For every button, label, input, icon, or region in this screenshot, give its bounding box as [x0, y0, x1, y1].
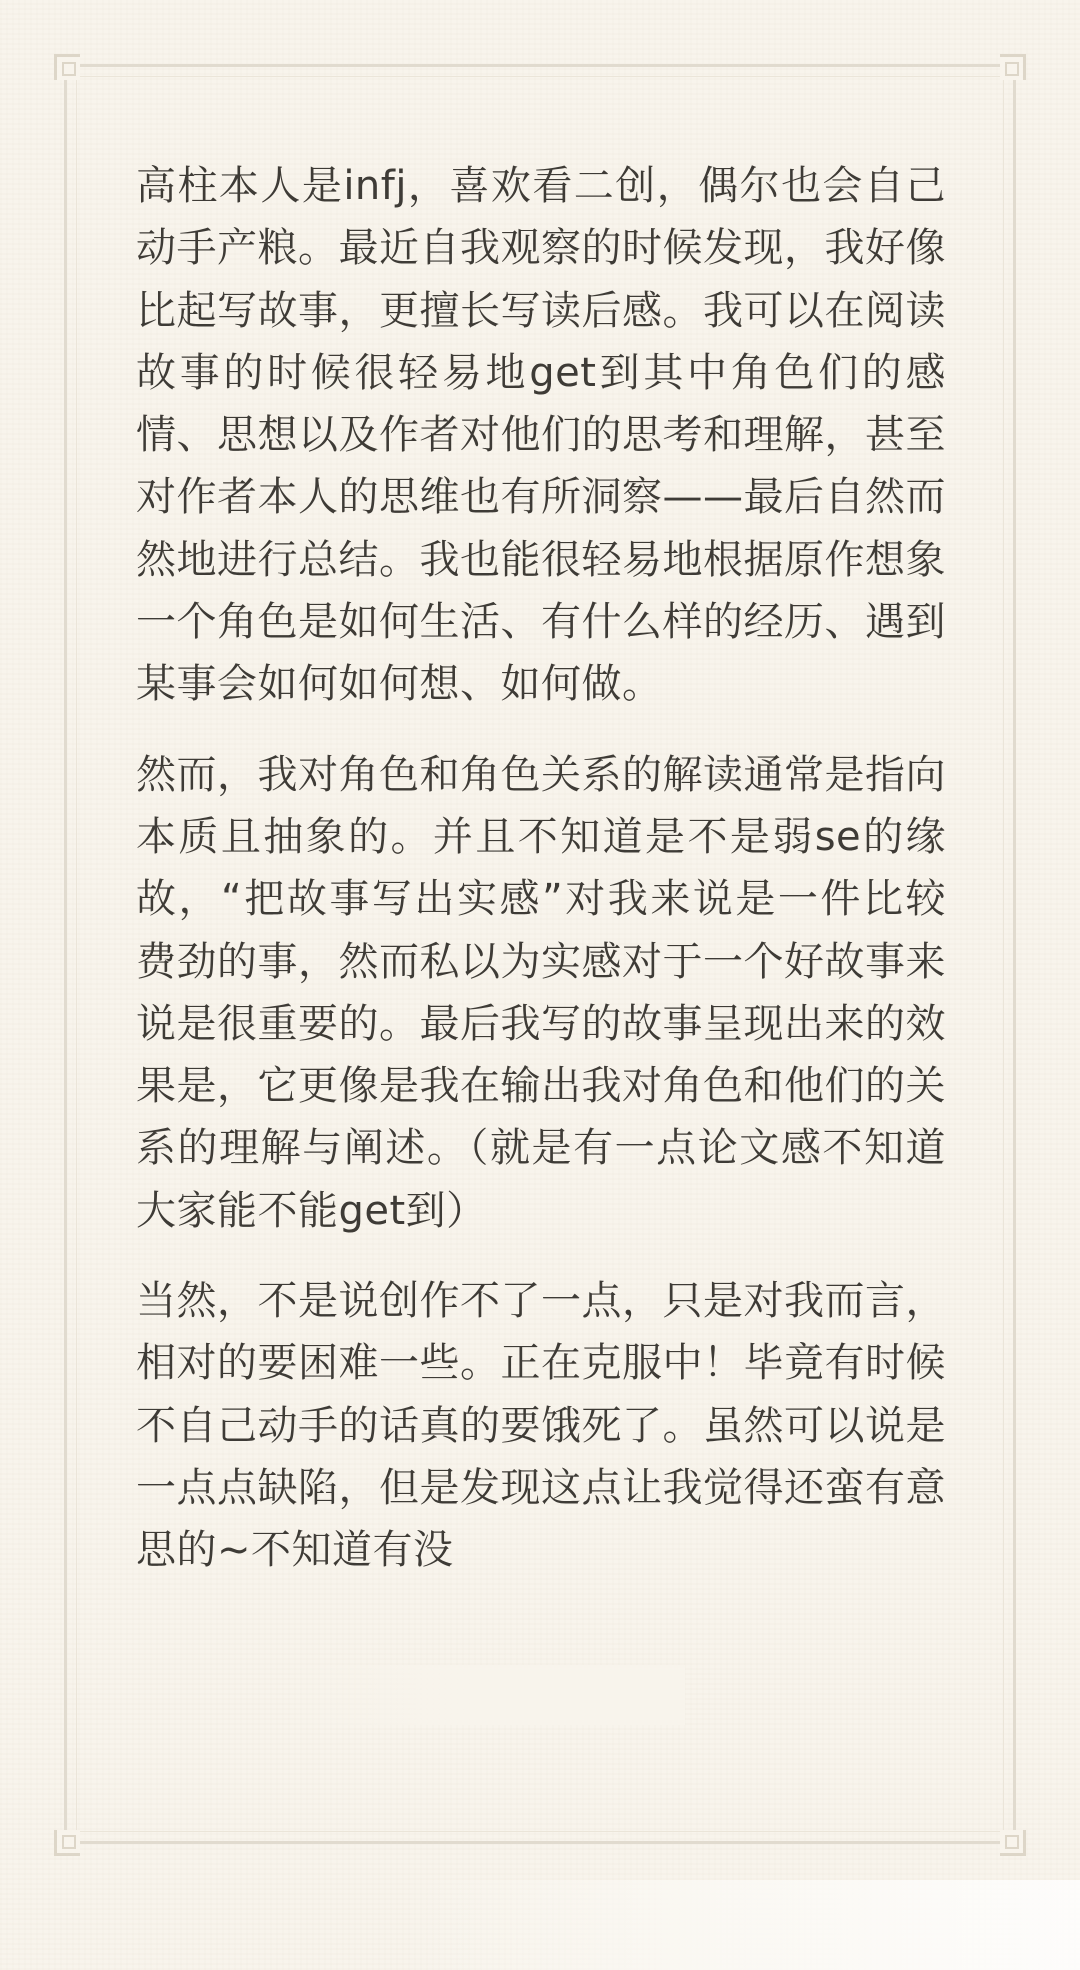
paragraph-1: 高柱本人是infj，喜欢看二创，偶尔也会自己动手产粮。最近自我观察的时候发现，我好像比起写故事，更擅长写读后感。我可以在阅读故事的时候很轻易地get到其中角色们的感情、思想以及作者对他们的思考和理解，甚至对作者本人的思维也有所洞察——最后自然而然地进行总结。我也能很轻易地根据原作想象一个角色是如何生活、有什么样的经历、遇到某事会如何如何想、如何做。	[136, 163, 946, 708]
frame-corner-ornament	[1000, 1830, 1026, 1856]
frame-corner-ornament	[54, 54, 80, 80]
text-fade-overlay	[285, 1665, 685, 1725]
paragraph-3: 当然，不是说创作不了一点，只是对我而言，相对的要困难一些。正在克服中！毕竟有时候不自己动手的话真的要饿死了。虽然可以说是一点点缺陷，但是发现这点让我觉得还蛮有意思的~不知道有没	[136, 1278, 946, 1574]
article-body	[136, 155, 946, 1610]
frame-corner-ornament	[54, 1830, 80, 1856]
paragraph-2: 然而，我对角色和角色关系的解读通常是指向本质且抽象的。并且不知道是不是弱se的缘故，“把故事写出实感”对我来说是一件比较费劲的事，然而私以为实感对于一个好故事来说是很重要的。最后我写的故事呈现出来的效果是，它更像是我在输出我对角色和他们的关系的理解与阐述。（就是有一点论文感不知道大家能不能get到）	[136, 751, 946, 1234]
bottom-blur-overlay	[400, 1880, 1080, 1970]
frame-corner-ornament	[1000, 54, 1026, 80]
